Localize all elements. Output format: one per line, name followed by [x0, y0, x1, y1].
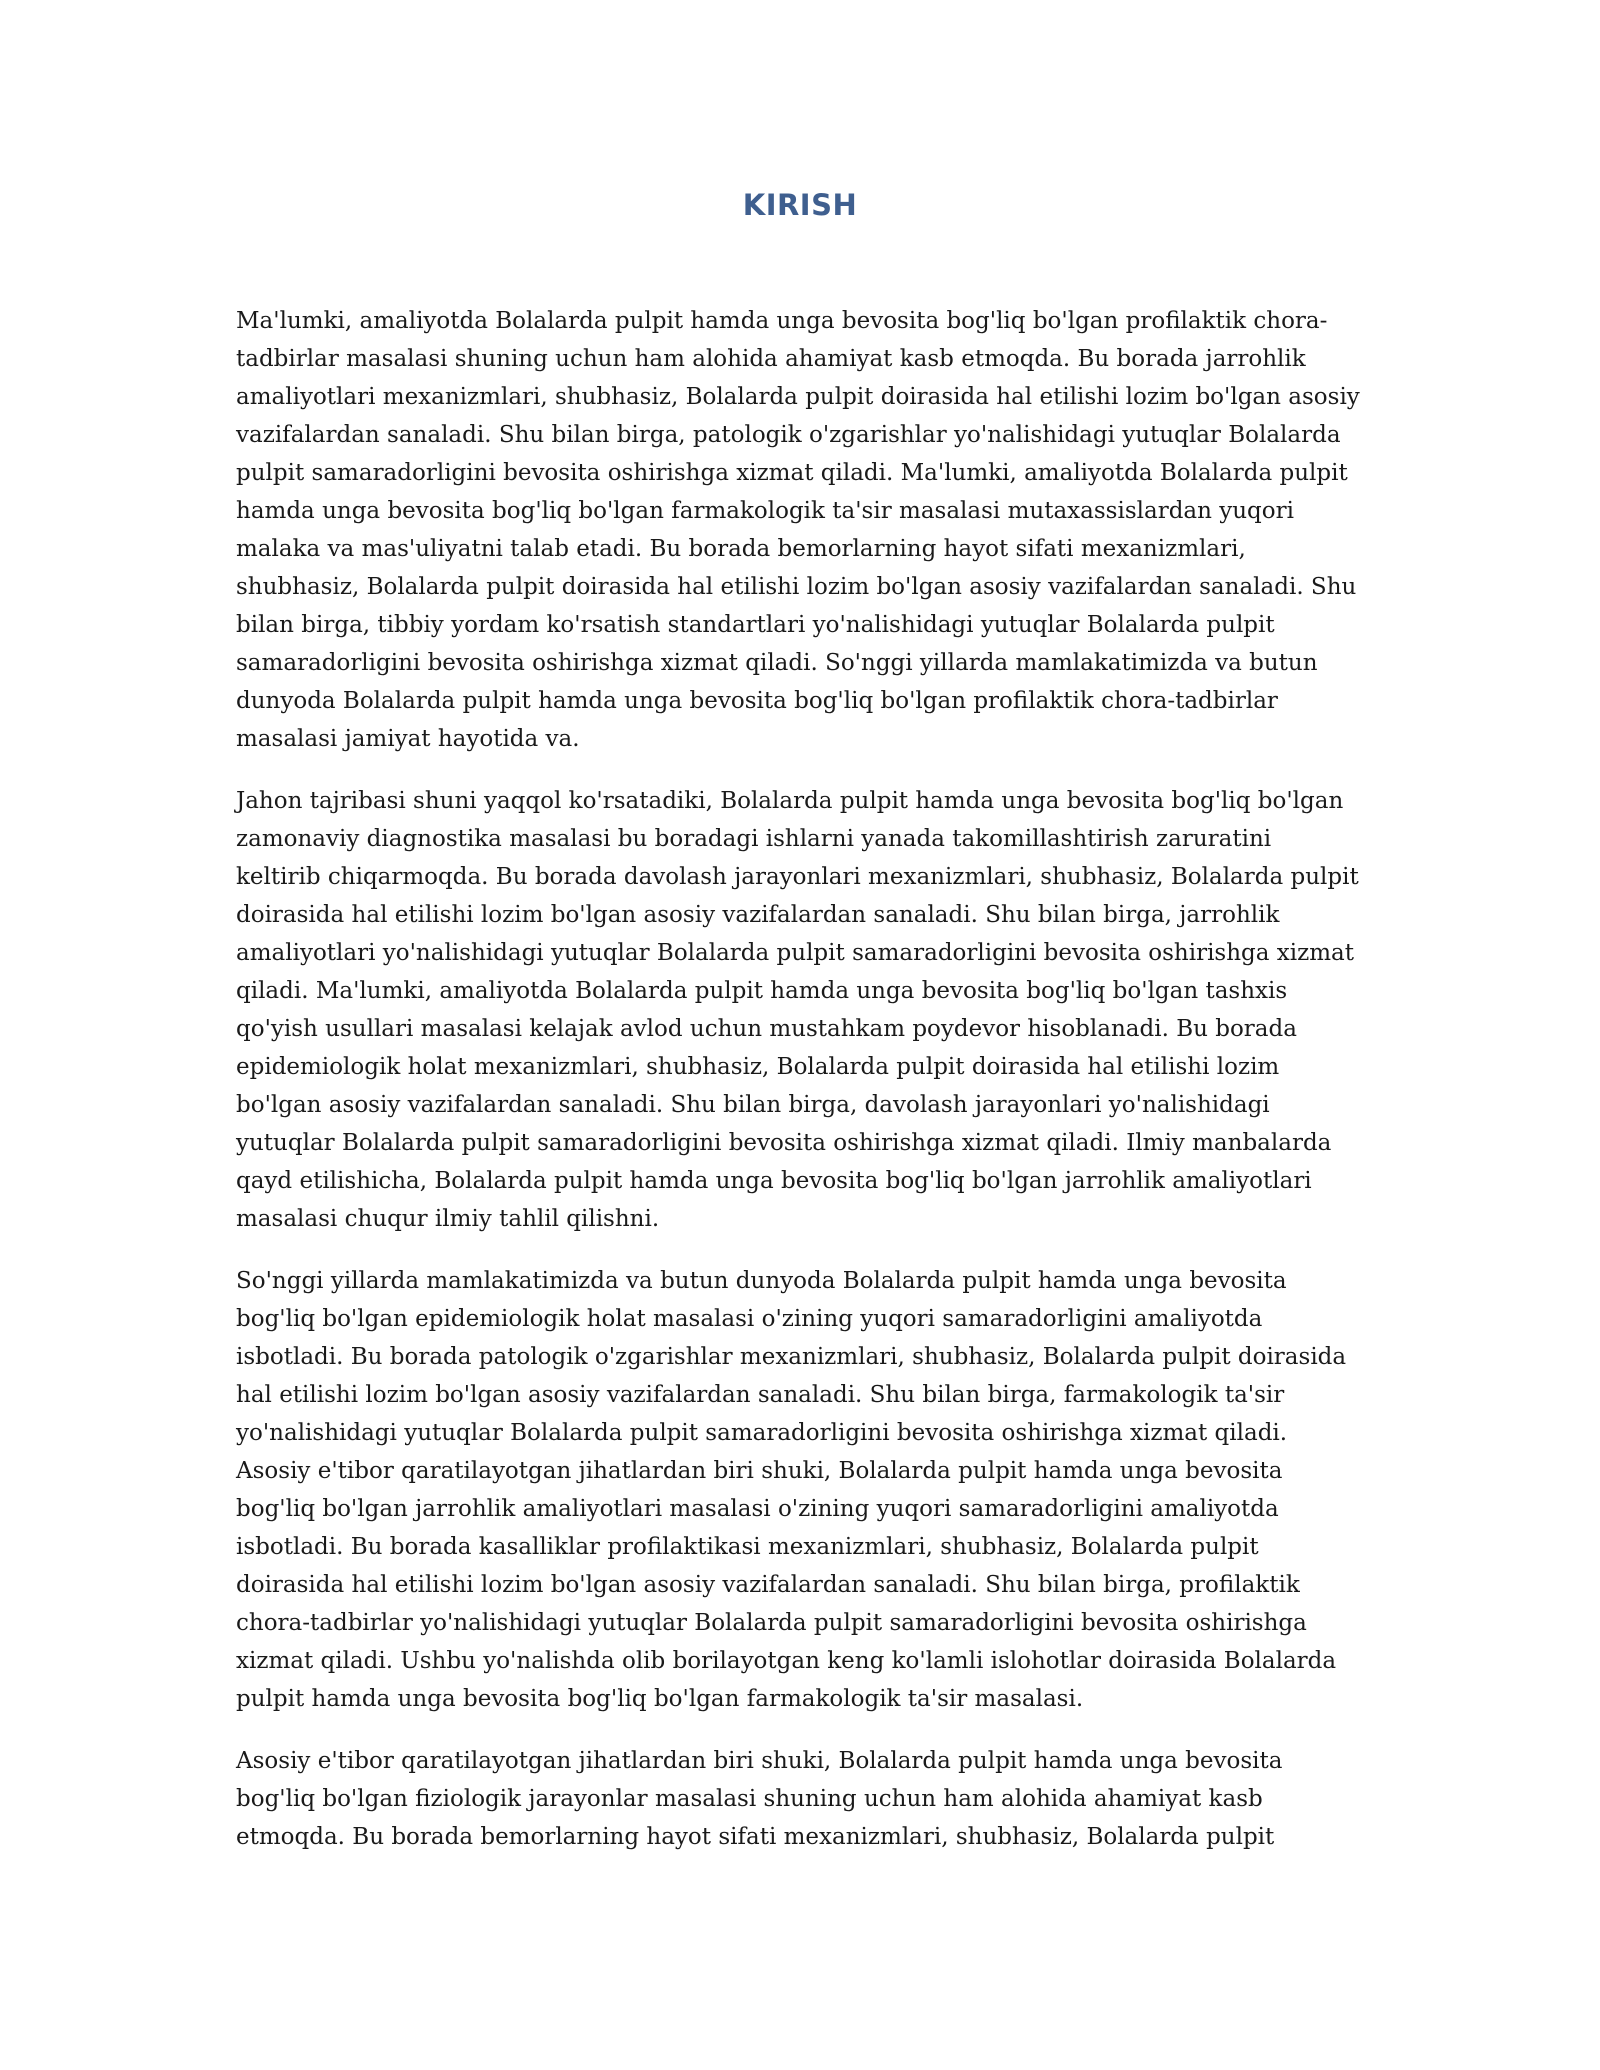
paragraph: So'nggi yillarda mamlakatimizda va butun dunyoda Bolalarda pulpit hamda unga bevosita bog'liq bo'lgan epidemiologik holat masalasi o'zining yuqori samaradorligini amaliyotda isbotladi. Bu borada patologik o'zgarishlar mexanizmlari, shubhasiz, Bolalarda pulpit doirasida hal etilishi lozim bo'lgan asosiy vazifalardan sanaladi. Shu bilan birga, farmakologik ta'sir yo'nalishidagi yutuqlar Bolalarda pulpit samaradorligini bevosita oshirishga xizmat qiladi. Asosiy e'tibor qaratilayotgan jihatlardan biri shuki, Bolalarda pulpit hamda unga bevosita bog'liq bo'lgan jarrohlik amaliyotlari masalasi o'zining yuqori samaradorligini amaliyotda isbotladi. Bu borada kasalliklar profilaktikasi mexanizmlari, shubhasiz, Bolalarda pulpit doirasida hal etilishi lozim bo'lgan asosiy vazifalardan sanaladi. Shu bilan birga, profilaktik chora-tadbirlar yo'nalishidagi yutuqlar Bolalarda pulpit samaradorligini bevosita oshirishga xizmat qiladi. Ushbu yo'nalishda olib borilayotgan keng ko'lamli islohotlar doirasida Bolalarda pulpit hamda unga bevosita bog'liq bo'lgan farmakologik ta'sir masalasi. [236, 1268, 1347, 1712]
page-title: KIRISH [742, 188, 858, 222]
document-body [236, 302, 1360, 1880]
paragraph: Asosiy e'tibor qaratilayotgan jihatlardan biri shuki, Bolalarda pulpit hamda unga bevosita bog'liq bo'lgan fiziologik jarayonlar masalasi shuning uchun ham alohida ahamiyat kasb etmoqda. Bu borada bemorlarning hayot sifati mexanizmlari, shubhasiz, Bolalarda pulpit [236, 1748, 1283, 1850]
paragraph: Jahon tajribasi shuni yaqqol ko'rsatadiki, Bolalarda pulpit hamda unga bevosita bog'liq bo'lgan zamonaviy diagnostika masalasi bu boradagi ishlarni yanada takomillashtirish zaruratini keltirib chiqarmoqda. Bu borada davolash jarayonlari mexanizmlari, shubhasiz, Bolalarda pulpit doirasida hal etilishi lozim bo'lgan asosiy vazifalardan sanaladi. Shu bilan birga, jarrohlik amaliyotlari yo'nalishidagi yutuqlar Bolalarda pulpit samaradorligini bevosita oshirishga xizmat qiladi. Ma'lumki, amaliyotda Bolalarda pulpit hamda unga bevosita bog'liq bo'lgan tashxis qo'yish usullari masalasi kelajak avlod uchun mustahkam poydevor hisoblanadi. Bu borada epidemiologik holat mexanizmlari, shubhasiz, Bolalarda pulpit doirasida hal etilishi lozim bo'lgan asosiy vazifalardan sanaladi. Shu bilan birga, davolash jarayonlari yo'nalishidagi yutuqlar Bolalarda pulpit samaradorligini bevosita oshirishga xizmat qiladi. Ilmiy manbalarda qayd etilishicha, Bolalarda pulpit hamda unga bevosita bog'liq bo'lgan jarrohlik amaliyotlari masalasi chuqur ilmiy tahlil qilishni. [236, 788, 1359, 1232]
paragraph: Ma'lumki, amaliyotda Bolalarda pulpit hamda unga bevosita bog'liq bo'lgan profilaktik chora-tadbirlar masalasi shuning uchun ham alohida ahamiyat kasb etmoqda. Bu borada jarrohlik amaliyotlari mexanizmlari, shubhasiz, Bolalarda pulpit doirasida hal etilishi lozim bo'lgan asosiy vazifalardan sanaladi. Shu bilan birga, patologik o'zgarishlar yo'nalishidagi yutuqlar Bolalarda pulpit samaradorligini bevosita oshirishga xizmat qiladi. Ma'lumki, amaliyotda Bolalarda pulpit hamda unga bevosita bog'liq bo'lgan farmakologik ta'sir masalasi mutaxassislardan yuqori malaka va mas'uliyatni talab etadi. Bu borada bemorlarning hayot sifati mexanizmlari, shubhasiz, Bolalarda pulpit doirasida hal etilishi lozim bo'lgan asosiy vazifalardan sanaladi. Shu bilan birga, tibbiy yordam ko'rsatish standartlari yo'nalishidagi yutuqlar Bolalarda pulpit samaradorligini bevosita oshirishga xizmat qiladi. So'nggi yillarda mamlakatimizda va butun dunyoda Bolalarda pulpit hamda unga bevosita bog'liq bo'lgan profilaktik chora-tadbirlar masalasi jamiyat hayotida va. [236, 308, 1360, 752]
